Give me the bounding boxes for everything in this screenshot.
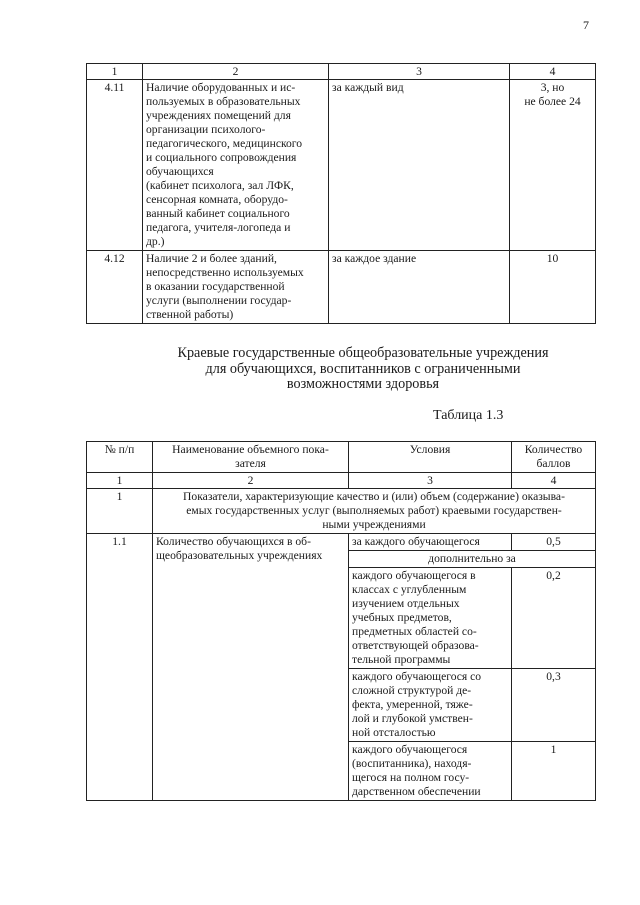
section-row xyxy=(87,489,596,534)
additional-label: дополнительно за xyxy=(349,551,596,568)
indicator-name: Наличие 2 и более зданий, непосредственно используемых в оказании государственной услуги (выполнении государ- ственной работы) xyxy=(143,251,329,324)
column-number: 2 xyxy=(153,473,349,489)
condition: за каждое здание xyxy=(329,251,510,324)
condition: за каждого обучающегося xyxy=(349,534,512,551)
indicator-name: Количество обучающихся в об- щеобразовательных учреждениях xyxy=(153,534,349,801)
section-heading xyxy=(100,346,626,393)
column-number: 4 xyxy=(512,473,596,489)
table-row xyxy=(87,80,596,251)
points: 1 xyxy=(512,742,596,801)
section-heading-line: возможностями здоровья xyxy=(286,376,440,392)
header-conditions: Условия xyxy=(349,442,512,473)
table-caption: Таблица 1.3 xyxy=(433,408,504,423)
indicator-name: Наличие оборудованных и ис- пользуемых в образовательных учреждениях помещений для организации психолого- педагогического, медицинского и социального сопровождения обучающихся (кабинет психолога, зал ЛФК, сенсорная комната, оборудо- ванный кабинет социального педагога, учителя-логопеда и др.) xyxy=(143,80,329,251)
points: 0,3 xyxy=(512,669,596,742)
points: 3, но не более 24 xyxy=(510,80,596,251)
row-number: 1.1 xyxy=(87,534,153,801)
points: 0,2 xyxy=(512,568,596,669)
page-number: 7 xyxy=(583,18,589,32)
row-number: 4.11 xyxy=(87,80,143,251)
condition: каждого обучающегося со сложной структурой де- фекта, умеренной, тяже- лой и глубокой умствен- ной отсталостью xyxy=(349,669,512,742)
column-number: 2 xyxy=(143,64,329,80)
column-number: 1 xyxy=(87,64,143,80)
header-name: Наименование объемного пока- зателя xyxy=(153,442,349,473)
header-number: № п/п xyxy=(87,442,153,473)
condition: за каждый вид xyxy=(329,80,510,251)
table-row xyxy=(87,534,596,551)
column-number: 3 xyxy=(329,64,510,80)
condition: каждого обучающегося в классах с углубленным изучением отдельных учебных предметов, предметных областей со- ответствующей образова- тельной программы xyxy=(349,568,512,669)
column-number-row xyxy=(87,473,596,489)
header-points: Количество баллов xyxy=(512,442,596,473)
points: 10 xyxy=(510,251,596,324)
section-heading-line: Краевые государственные общеобразовательные учреждения xyxy=(177,345,549,361)
section-heading-line: для обучающихся, воспитанников с ограниченными xyxy=(205,360,521,377)
column-number-row xyxy=(87,64,596,80)
condition: каждого обучающегося (воспитанника), находя- щегося на полном госу- дарственном обеспечении xyxy=(349,742,512,801)
main-table xyxy=(86,441,596,801)
header-row xyxy=(87,442,596,473)
row-number: 1 xyxy=(87,489,153,534)
section-description: Показатели, характеризующие качество и (или) объем (содержание) оказыва- емых государственных услуг (выполняемых работ) краевыми государствен- ными учреждениями xyxy=(153,489,596,534)
column-number: 3 xyxy=(349,473,512,489)
table-row xyxy=(87,251,596,324)
column-number: 1 xyxy=(87,473,153,489)
row-number: 4.12 xyxy=(87,251,143,324)
points: 0,5 xyxy=(512,534,596,551)
column-number: 4 xyxy=(510,64,596,80)
continuation-table xyxy=(86,63,596,324)
